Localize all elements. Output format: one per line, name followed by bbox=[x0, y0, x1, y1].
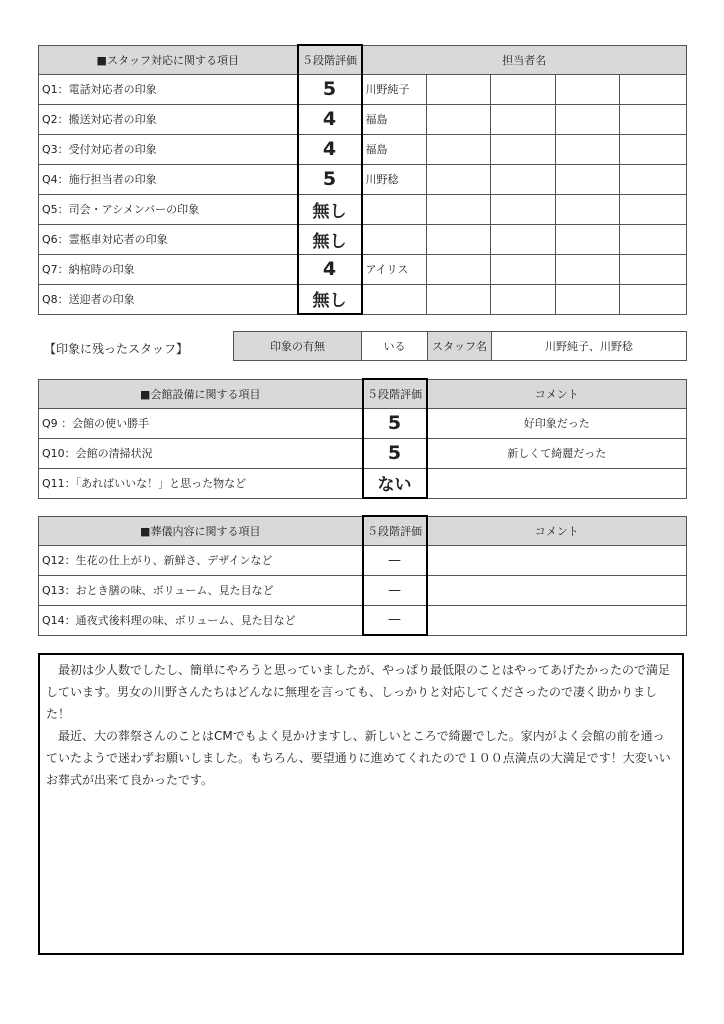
rating-value: 無し bbox=[298, 194, 362, 224]
question-label: Q9 ：会館の使い勝手 bbox=[39, 408, 363, 438]
question-label: Q13：おとき膳の味、ボリューム、見た目など bbox=[39, 575, 363, 605]
table-row bbox=[39, 575, 687, 605]
table-row bbox=[39, 254, 687, 284]
question-label: Q12：生花の仕上がり、新鮮さ、デザインなど bbox=[39, 545, 363, 575]
facility-header-item: ■会館設備に関する項目 bbox=[39, 379, 363, 408]
facility-header-rating: ５段階評価 bbox=[363, 379, 427, 408]
funeral-evaluation-table bbox=[38, 515, 687, 636]
rating-value: 5 bbox=[363, 408, 427, 438]
table-row bbox=[39, 224, 687, 254]
funeral-header-item: ■葬儀内容に関する項目 bbox=[39, 516, 363, 545]
staff-name bbox=[362, 284, 427, 314]
facility-header-comment: コメント bbox=[427, 379, 687, 408]
question-label: Q8：送迎者の印象 bbox=[39, 284, 298, 314]
question-label: Q2：搬送対応者の印象 bbox=[39, 104, 298, 134]
staff-name: 川野純子 bbox=[362, 74, 427, 104]
rating-value: — bbox=[363, 575, 427, 605]
rating-value: 5 bbox=[298, 74, 362, 104]
rating-value: — bbox=[363, 545, 427, 575]
question-label: Q11：「あればいいな！」と思った物など bbox=[39, 468, 363, 498]
table-row bbox=[39, 134, 687, 164]
staff-name bbox=[362, 224, 427, 254]
rating-value: 無し bbox=[298, 284, 362, 314]
table-row bbox=[39, 194, 687, 224]
rating-value: 4 bbox=[298, 254, 362, 284]
rating-value: 5 bbox=[298, 164, 362, 194]
table-row bbox=[39, 545, 687, 575]
table-row bbox=[39, 408, 687, 438]
funeral-header-comment: コメント bbox=[427, 516, 687, 545]
comment-value bbox=[427, 575, 687, 605]
staff-name bbox=[362, 194, 427, 224]
presence-value: いる bbox=[362, 332, 428, 361]
question-label: Q6：霊柩車対応者の印象 bbox=[39, 224, 298, 254]
comment-value: 新しくて綺麗だった bbox=[427, 438, 687, 468]
table-row bbox=[39, 284, 687, 314]
rating-value: 5 bbox=[363, 438, 427, 468]
question-label: Q14：通夜式後料理の味、ボリューム、見た目など bbox=[39, 605, 363, 635]
impression-table bbox=[233, 331, 687, 361]
facility-evaluation-table bbox=[38, 378, 687, 499]
question-label: Q5：司会・アシメンバーの印象 bbox=[39, 194, 298, 224]
rating-value: 4 bbox=[298, 134, 362, 164]
impression-label: 【印象に残ったスタッフ】 bbox=[44, 342, 189, 356]
question-label: Q4：施行担当者の印象 bbox=[39, 164, 298, 194]
comment-value: 好印象だった bbox=[427, 408, 687, 438]
rating-value: ない bbox=[363, 468, 427, 498]
comment-value bbox=[427, 468, 687, 498]
staff-name: 福島 bbox=[362, 104, 427, 134]
staff-name-label: スタッフ名 bbox=[428, 332, 492, 361]
comment-value bbox=[427, 545, 687, 575]
question-label: Q3：受付対応者の印象 bbox=[39, 134, 298, 164]
staff-header-name: 担当者名 bbox=[362, 45, 687, 74]
table-row bbox=[39, 74, 687, 104]
staff-header-rating: ５段階評価 bbox=[298, 45, 362, 74]
table-row bbox=[39, 468, 687, 498]
presence-label: 印象の有無 bbox=[234, 332, 362, 361]
table-row bbox=[39, 605, 687, 635]
table-row bbox=[39, 164, 687, 194]
comment-value bbox=[427, 605, 687, 635]
table-row bbox=[39, 438, 687, 468]
staff-name: アイリス bbox=[362, 254, 427, 284]
staff-name: 福島 bbox=[362, 134, 427, 164]
free-comment-box: 最初は少人数でしたし、簡単にやろうと思っていましたが、やっぱり最低限のことはやってあげたかったので満足しています。男女の川野さんたちはどんなに無理を言っても、しっかりと対応してくださったので凄く助かりました！ 最近、大の葬祭さんのことはCMでもよく見かけますし、新しいところで綺麗でした。家内がよく会館の前を通っていたようで迷わずお願いしました。もちろん、要望通りに進めてくれたので１００点満点の大満足です！大変いいお葬式が出来て良かったです。 bbox=[38, 653, 684, 955]
staff-header-item: ■スタッフ対応に関する項目 bbox=[39, 45, 298, 74]
funeral-header-rating: ５段階評価 bbox=[363, 516, 427, 545]
staff-name: 川野稔 bbox=[362, 164, 427, 194]
question-label: Q10：会館の清掃状況 bbox=[39, 438, 363, 468]
rating-value: 無し bbox=[298, 224, 362, 254]
rating-value: — bbox=[363, 605, 427, 635]
question-label: Q1：電話対応者の印象 bbox=[39, 74, 298, 104]
staff-evaluation-table bbox=[38, 44, 687, 315]
question-label: Q7：納棺時の印象 bbox=[39, 254, 298, 284]
staff-name-value: 川野純子、川野稔 bbox=[492, 332, 687, 361]
rating-value: 4 bbox=[298, 104, 362, 134]
table-row bbox=[39, 104, 687, 134]
